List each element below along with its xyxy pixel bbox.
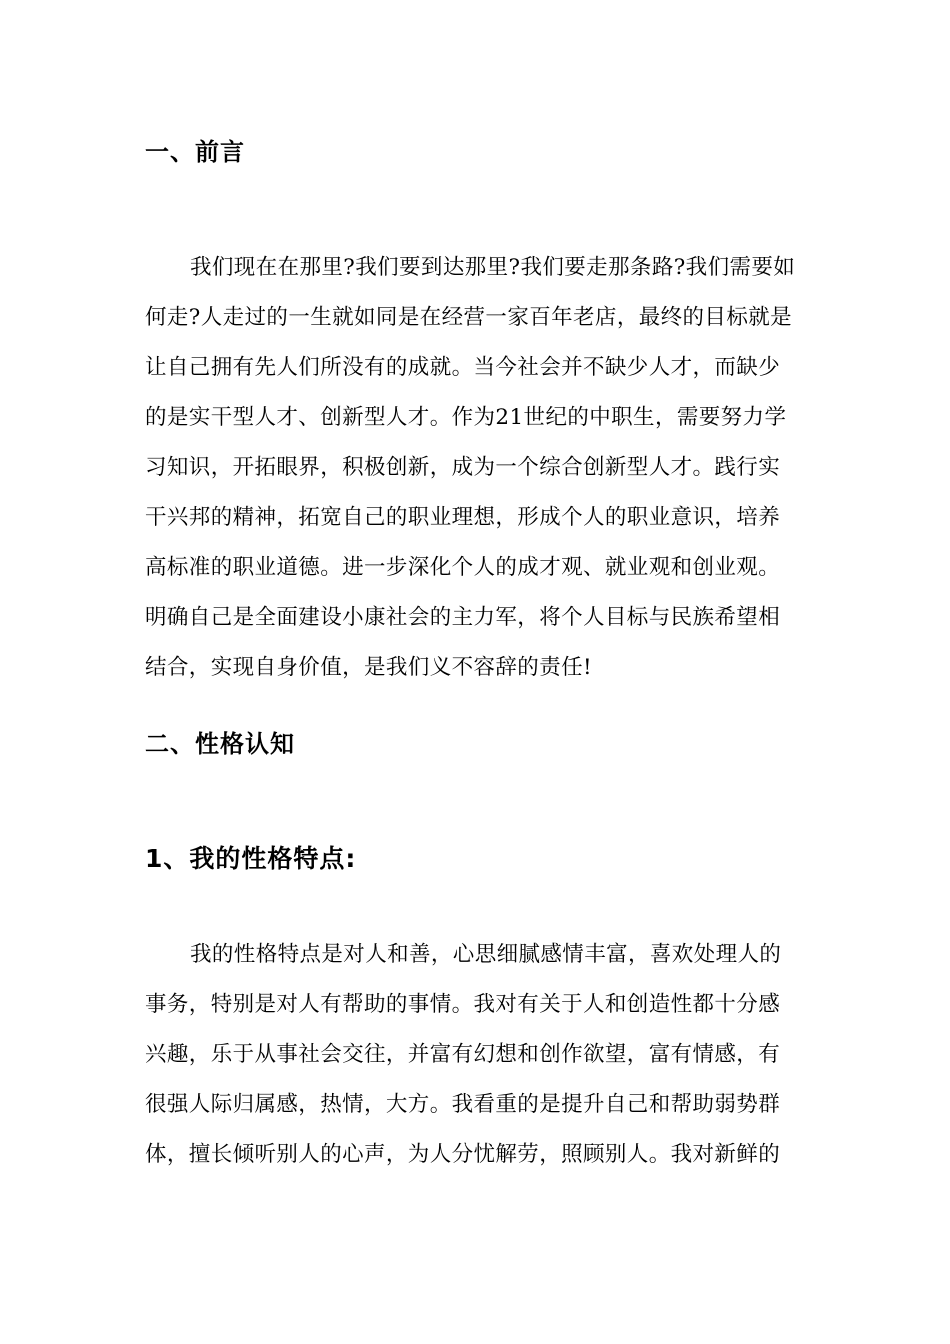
section-heading-personality: 二、性格认知 (145, 730, 295, 758)
paragraph-line: 结合，实现自身价值，是我们义不容辞的责任! (145, 655, 593, 680)
paragraph-line: 高标准的职业道德。进一步深化个人的成才观、就业观和创业观。 (145, 555, 781, 580)
paragraph-line: 何走?人走过的一生就如同是在经营一家百年老店，最终的目标就是 (145, 305, 793, 330)
paragraph-line: 让自己拥有先人们所没有的成就。当今社会并不缺少人才，而缺少 (145, 355, 781, 380)
paragraph-line: 习知识，开拓眼界，积极创新，成为一个综合创新型人才。践行实 (145, 455, 781, 480)
section-heading-preface: 一、前言 (145, 138, 245, 166)
paragraph-line: 很强人际归属感，热情，大方。我看重的是提升自己和帮助弱势群 (145, 1092, 781, 1117)
paragraph-line: 明确自己是全面建设小康社会的主力军，将个人目标与民族希望相 (145, 605, 781, 630)
paragraph-line: 我的性格特点是对人和善，心思细腻感情丰富，喜欢处理人的 (190, 942, 782, 967)
paragraph-line: 干兴邦的精神，拓宽自己的职业理想，形成个人的职业意识，培养 (145, 505, 781, 530)
paragraph-line: 事务，特别是对人有帮助的事情。我对有关于人和创造性都十分感 (145, 992, 781, 1017)
paragraph-line: 我们现在在那里?我们要到达那里?我们要走那条路?我们需要如 (190, 255, 796, 280)
paragraph-line: 的是实干型人才、创新型人才。作为21世纪的中职生，需要努力学 (145, 405, 787, 430)
paragraph-line: 兴趣，乐于从事社会交往，并富有幻想和创作欲望，富有情感，有 (145, 1042, 781, 1067)
paragraph-line: 体，擅长倾听别人的心声，为人分忧解劳，照顾别人。我对新鲜的 (145, 1142, 781, 1167)
subheading-personality-traits: 1、我的性格特点: (145, 844, 357, 873)
